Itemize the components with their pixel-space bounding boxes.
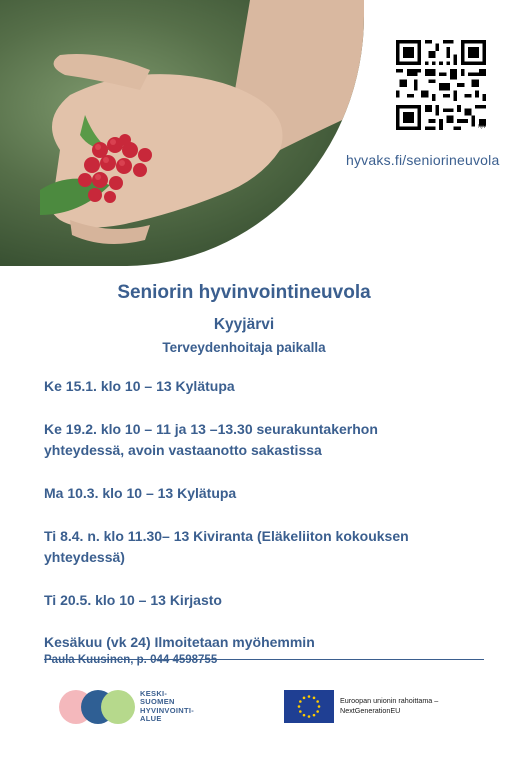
eu-text-line: NextGenerationEU: [340, 706, 401, 715]
event-item: [44, 376, 484, 397]
eu-star: [303, 714, 306, 717]
website-url[interactable]: hyvaks.fi/seniorineuvola: [346, 152, 500, 168]
eu-star: [316, 710, 319, 713]
eu-star: [316, 700, 319, 703]
location-heading: Kyyjärvi: [213, 316, 275, 333]
event-line: Ke 19.2. klo 10 – 11 ja 13 –13.30 seurakuntakerhon: [44, 421, 378, 437]
event-line: Ti 8.4. n. klo 11.30– 13 Kiviranta (Eläkeliiton kokouksen: [44, 528, 409, 544]
logo-line: SUOMEN: [140, 697, 175, 707]
eu-star: [298, 705, 301, 708]
eu-text-line: Euroopan unionin rahoittama –: [340, 696, 439, 705]
event-line: Ti 20.5. klo 10 – 13 Kirjasto: [44, 592, 222, 608]
hand-with-raspberries-icon: [0, 0, 364, 266]
qr-tag: hyv: [478, 124, 486, 130]
eu-star: [313, 697, 316, 700]
eu-star: [299, 710, 302, 713]
eu-flag-icon: [284, 690, 334, 723]
logo-line: HYVINVOINTI-: [140, 705, 195, 715]
wellbeing-logo-text: [140, 690, 194, 723]
logo-line: ALUE: [140, 713, 162, 723]
event-item: [44, 632, 484, 653]
eu-funding-text: [340, 696, 438, 716]
event-item: [44, 590, 484, 611]
eu-star: [299, 700, 302, 703]
event-item: [44, 526, 484, 568]
hero-photo: [0, 0, 364, 266]
logo-line: KESKI-: [140, 689, 168, 698]
event-line: Ke 15.1. klo 10 – 13 Kylätupa: [44, 378, 235, 394]
event-item: [44, 419, 484, 461]
eu-star: [318, 705, 321, 708]
wellbeing-logo-circles-icon: [58, 688, 138, 726]
wellbeing-services-logo: [58, 688, 218, 726]
event-line: yhteydessä): [44, 549, 125, 565]
event-item: [44, 483, 484, 504]
page-title: Seniorin hyvinvointineuvola: [117, 282, 371, 303]
event-line: yhteydessä, avoin vastaanotto sakastissa: [44, 442, 322, 458]
contact-info: Paula Kuusinen, p. 044 4598755: [44, 654, 218, 666]
tagline: Terveydenhoitaja paikalla: [162, 340, 326, 355]
eu-star: [303, 697, 306, 700]
event-line: Ma 10.3. klo 10 – 13 Kylätupa: [44, 485, 237, 501]
eu-star: [313, 714, 316, 717]
eu-star: [308, 715, 311, 718]
qr-code-icon[interactable]: [396, 40, 486, 130]
event-line: Kesäkuu (vk 24) Ilmoitetaan myöhemmin: [44, 634, 315, 650]
eu-star: [308, 695, 311, 698]
